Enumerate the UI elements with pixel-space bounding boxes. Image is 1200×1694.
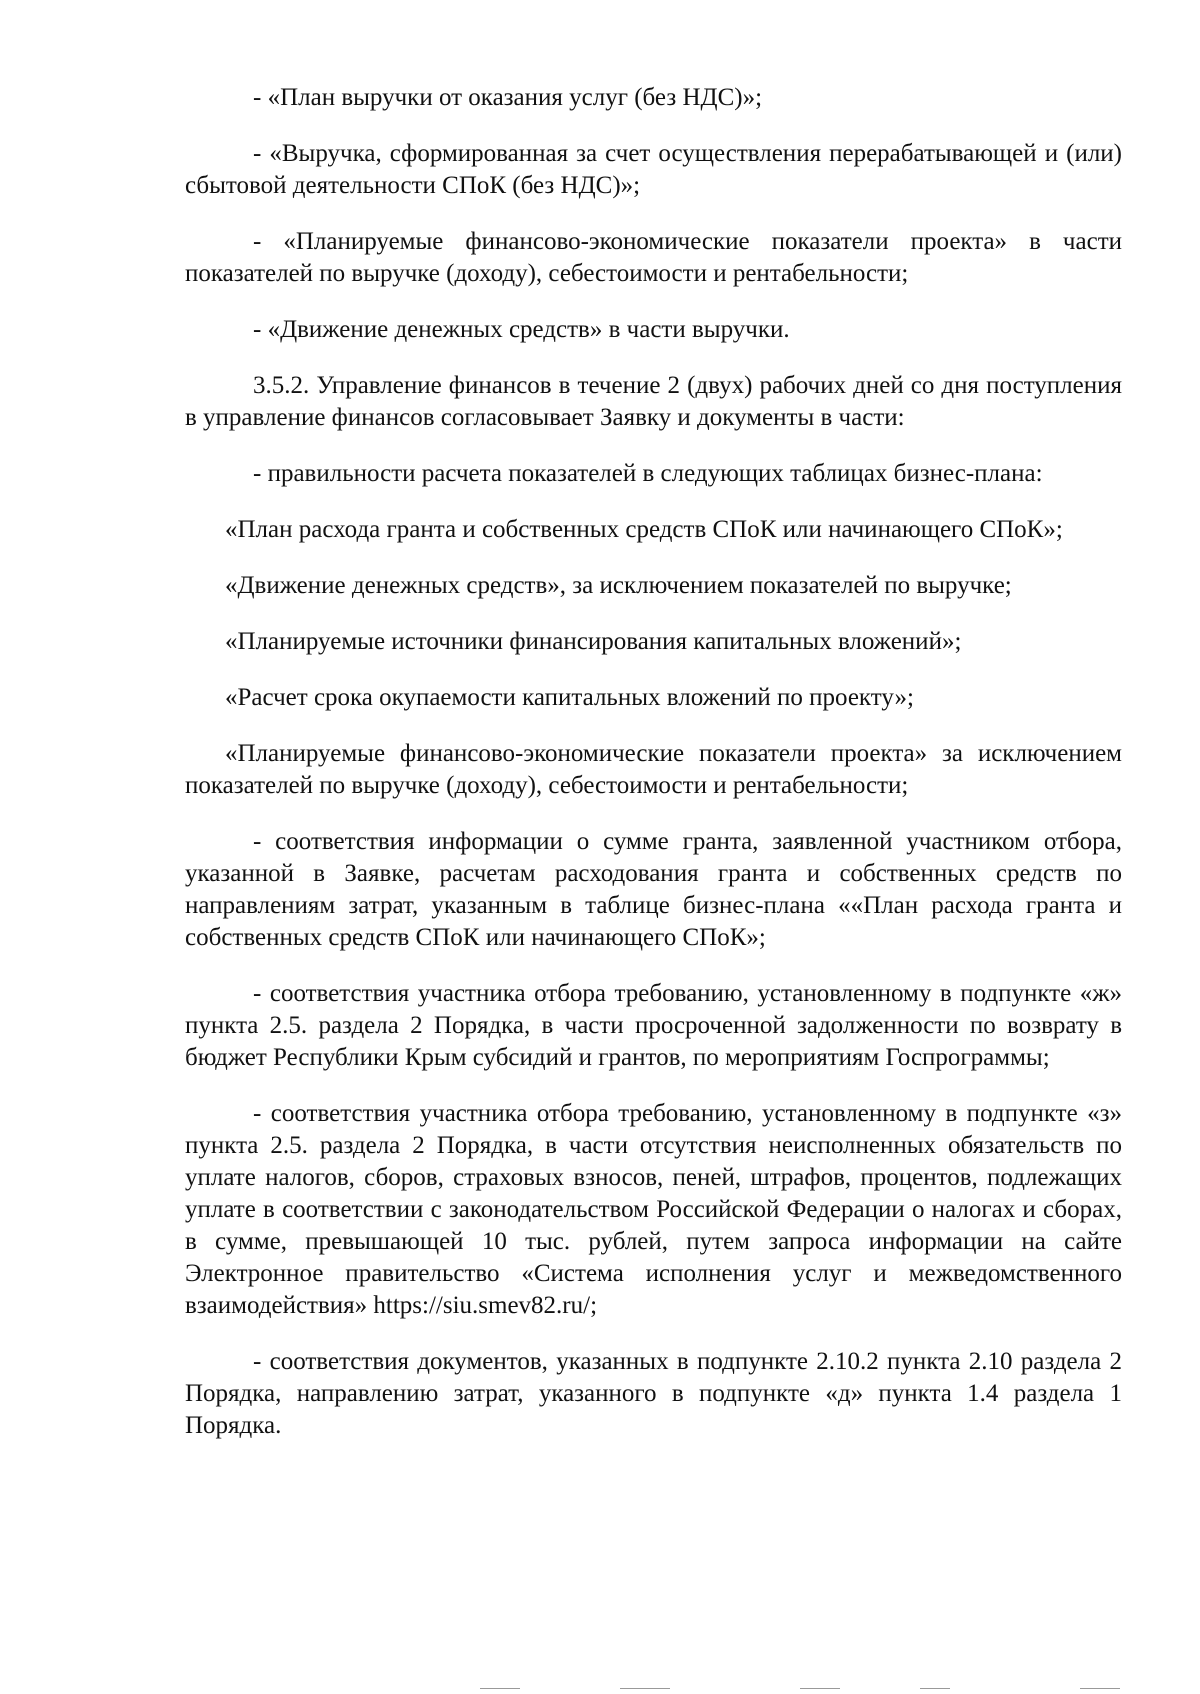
paragraph-requirement-z: - соответствия участника отбора требованию, установленному в подпункте «з» пункта 2.5. раздела 2 Порядка, в части отсутствия неисполненных обязательств по уплате налогов, сборов, страховых взносов, пеней, штрафов, процентов, подлежащих уплате в соответствии с законодательством Российской Федерации о налогах и сборах, в сумме, превышающей 10 тыс. рублей, путем запроса информации на сайте Электронное правительство «Система исполнения услуг и межведомственного взаимодействия» https://siu.smev82.ru/; xyxy=(185,1100,1122,1319)
paragraph-cash-flow-excl: «Движение денежных средств», за исключением показателей по выручке; xyxy=(225,572,1012,599)
paragraph-grant-amount-compliance: - соответствия информации о сумме гранта, заявленной участником отбора, указанной в Заявке, расчетам расходования гранта и собственных средств по направлениям затрат, указанным в таблице бизнес-плана ««План расхода гранта и собственных средств СПоК или начинающего СПоК»; xyxy=(185,828,1122,951)
paragraph-revenue-processing: - «Выручка, сформированная за счет осуществления перерабатывающей и (или) сбытовой деятельности СПоК (без НДС)»; xyxy=(185,140,1122,199)
paragraph-cash-flow: - «Движение денежных средств» в части выручки. xyxy=(253,316,790,343)
scan-artifact-line xyxy=(480,1688,520,1689)
paragraph-requirement-zh: - соответствия участника отбора требованию, установленному в подпункте «ж» пункта 2.5. раздела 2 Порядка, в части просроченной задолженности по возврату в бюджет Республики Крым субсидий и грантов, по мероприятиям Госпрограммы; xyxy=(185,980,1122,1071)
paragraph-calculation-correctness: - правильности расчета показателей в следующих таблицах бизнес-плана: xyxy=(253,460,1043,487)
paragraph-funding-sources: «Планируемые источники финансирования капитальных вложений»; xyxy=(225,628,962,655)
document-body xyxy=(185,82,1122,1466)
paragraph-payback-period: «Расчет срока окупаемости капитальных вложений по проекту»; xyxy=(225,684,914,711)
scan-artifact-line xyxy=(620,1688,670,1689)
scan-artifact-line xyxy=(1080,1688,1120,1689)
paragraph-planned-indicators: - «Планируемые финансово-экономические показатели проекта» в части показателей по выручке (доходу), себестоимости и рентабельности; xyxy=(185,228,1122,287)
paragraph-3-5-2: 3.5.2. Управление финансов в течение 2 (двух) рабочих дней со дня поступления в управление финансов согласовывает Заявку и документы в части: xyxy=(185,372,1122,431)
paragraph-indicators-excl: «Планируемые финансово-экономические показатели проекта» за исключением показателей по выручке (доходу), себестоимости и рентабельности; xyxy=(185,740,1122,799)
paragraph-revenue-plan: - «План выручки от оказания услуг (без НДС)»; xyxy=(253,84,763,111)
scan-artifact-line xyxy=(920,1688,950,1689)
paragraph-documents-compliance: - соответствия документов, указанных в подпункте 2.10.2 пункта 2.10 раздела 2 Порядка, направлению затрат, указанного в подпункте «д» пункта 1.4 раздела 1 Порядка. xyxy=(185,1348,1122,1439)
paragraph-grant-expense-plan: «План расхода гранта и собственных средств СПоК или начинающего СПоК»; xyxy=(225,516,1063,543)
scan-artifact-line xyxy=(800,1688,840,1689)
